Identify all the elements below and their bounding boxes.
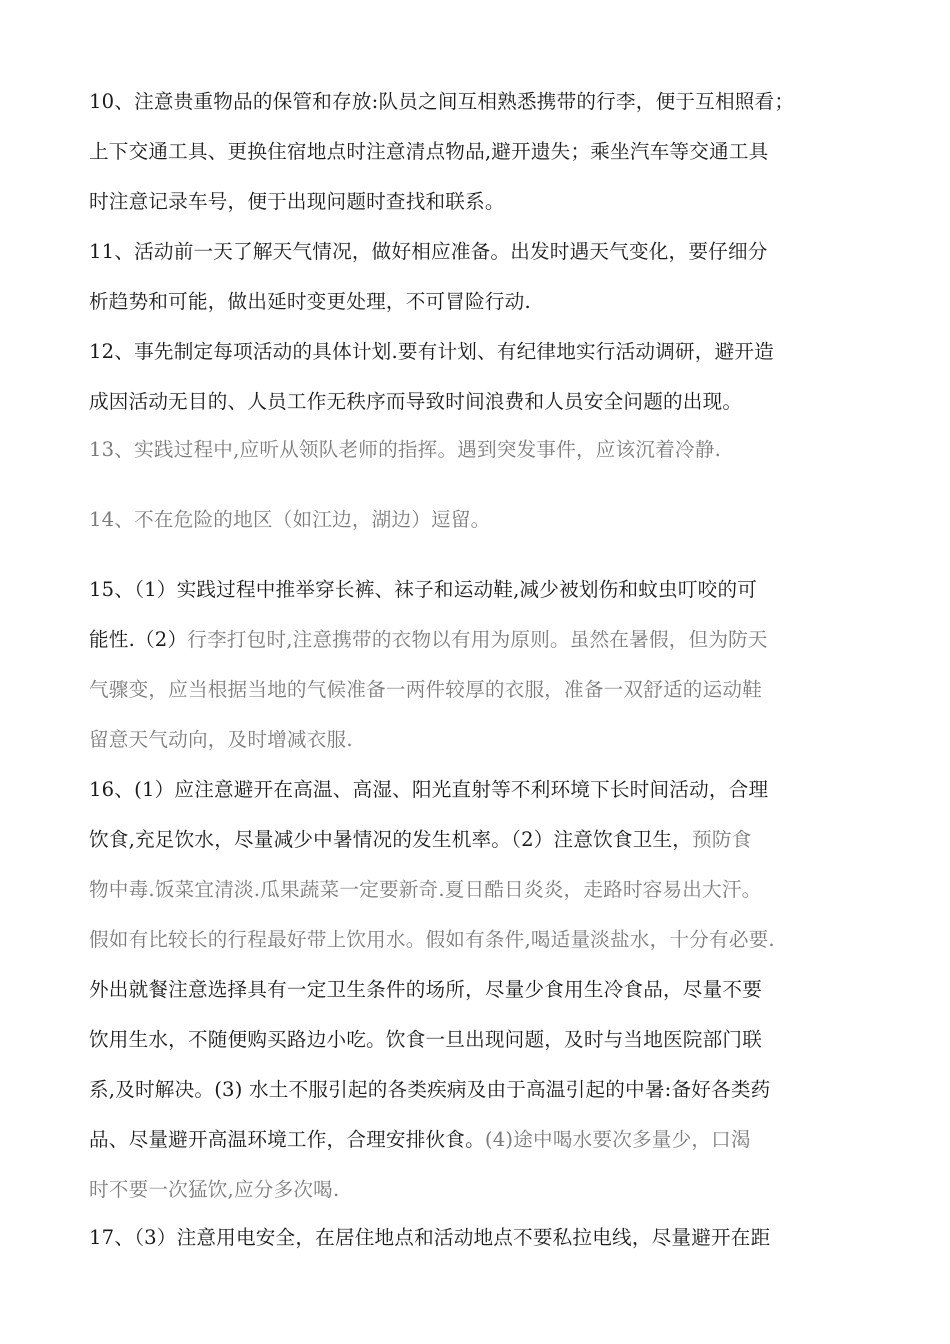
item-15-line-4: 留意天气动向，及时增减衣服. — [89, 728, 353, 751]
item-15-line-2-dark: 能性.（2） — [89, 628, 188, 651]
item-16-line-8-light: (4)途中喝水要次多量少，口渴 — [484, 1128, 751, 1151]
item-11-line-1: 11、活动前一天了解天气情况，做好相应准备。出发时遇天气变化，要仔细分 — [89, 240, 768, 263]
item-15-line-1: 15、（1）实践过程中推举穿长裤、袜子和运动鞋,减少被划伤和蚊虫叮咬的可 — [89, 578, 758, 601]
item-13-line-1: 13、实践过程中,应听从领队老师的指挥。遇到突发事件，应该沉着冷静. — [89, 438, 722, 461]
item-16-line-1: 16、(1）应注意避开在高温、高湿、阳光直射等不利环境下长时间活动，合理 — [89, 778, 769, 801]
item-16-line-2-light: 预防食 — [692, 828, 752, 851]
item-17-line-1: 17、（3）注意用电安全，在居住地点和活动地点不要私拉电线，尽量避开在距 — [89, 1226, 771, 1249]
item-16-line-3: 物中毒.饭菜宜清淡.瓜果蔬菜一定要新奇.夏日酷日炎炎，走路时容易出大汗。 — [89, 878, 762, 901]
item-10-line-3: 时注意记录车号，便于出现问题时查找和联系。 — [89, 190, 505, 213]
item-11-line-2: 析趋势和可能，做出延时变更处理，不可冒险行动. — [89, 290, 531, 313]
item-16-line-2 — [89, 823, 869, 857]
item-12-line-2: 成因活动无目的、人员工作无秩序而导致时间浪费和人员安全问题的出现。 — [89, 390, 743, 413]
item-16-line-6: 饮用生水，不随便购买路边小吃。饮食一旦出现问题，及时与当地医院部门联 — [89, 1028, 762, 1051]
item-16-line-5: 外出就餐注意选择具有一定卫生条件的场所，尽量少食用生冷食品，尽量不要 — [89, 978, 762, 1001]
item-15-line-3: 气骤变，应当根据当地的气候准备一两件较厚的衣服，准备一双舒适的运动鞋 — [89, 678, 762, 701]
item-14-line-1: 14、不在危险的地区（如江边，湖边）逗留。 — [89, 508, 491, 531]
item-16-line-9: 时不要一次猛饮,应分多次喝. — [89, 1178, 340, 1201]
item-16-line-2-dark: 饮食,充足饮水，尽量减少中暑情况的发生机率。（2）注意饮食卫生， — [89, 828, 693, 851]
item-16-line-7: 系,及时解决。(3) 水土不服引起的各类疾病及由于高温引起的中暑:备好各类药 — [89, 1078, 771, 1101]
item-15-line-2 — [89, 623, 869, 657]
item-10-line-1: 10、注意贵重物品的保管和存放:队员之间互相熟悉携带的行李，便于互相照看； — [89, 90, 795, 113]
item-16-line-4: 假如有比较长的行程最好带上饮用水。假如有条件,喝适量淡盐水，十分有必要. — [89, 928, 775, 951]
item-16-line-8 — [89, 1123, 869, 1157]
item-16-line-8-dark: 品、尽量避开高温环境工作，合理安排伙食。 — [89, 1128, 485, 1151]
item-15-line-2-light: 行李打包时,注意携带的衣物以有用为原则。虽然在暑假，但为防天 — [187, 628, 768, 651]
item-10-line-2: 上下交通工具、更换住宿地点时注意清点物品,避开遗失；乘坐汽车等交通工具 — [89, 140, 769, 163]
item-12-line-1: 12、事先制定每项活动的具体计划.要有计划、有纪律地实行活动调研，避开造 — [89, 340, 774, 363]
